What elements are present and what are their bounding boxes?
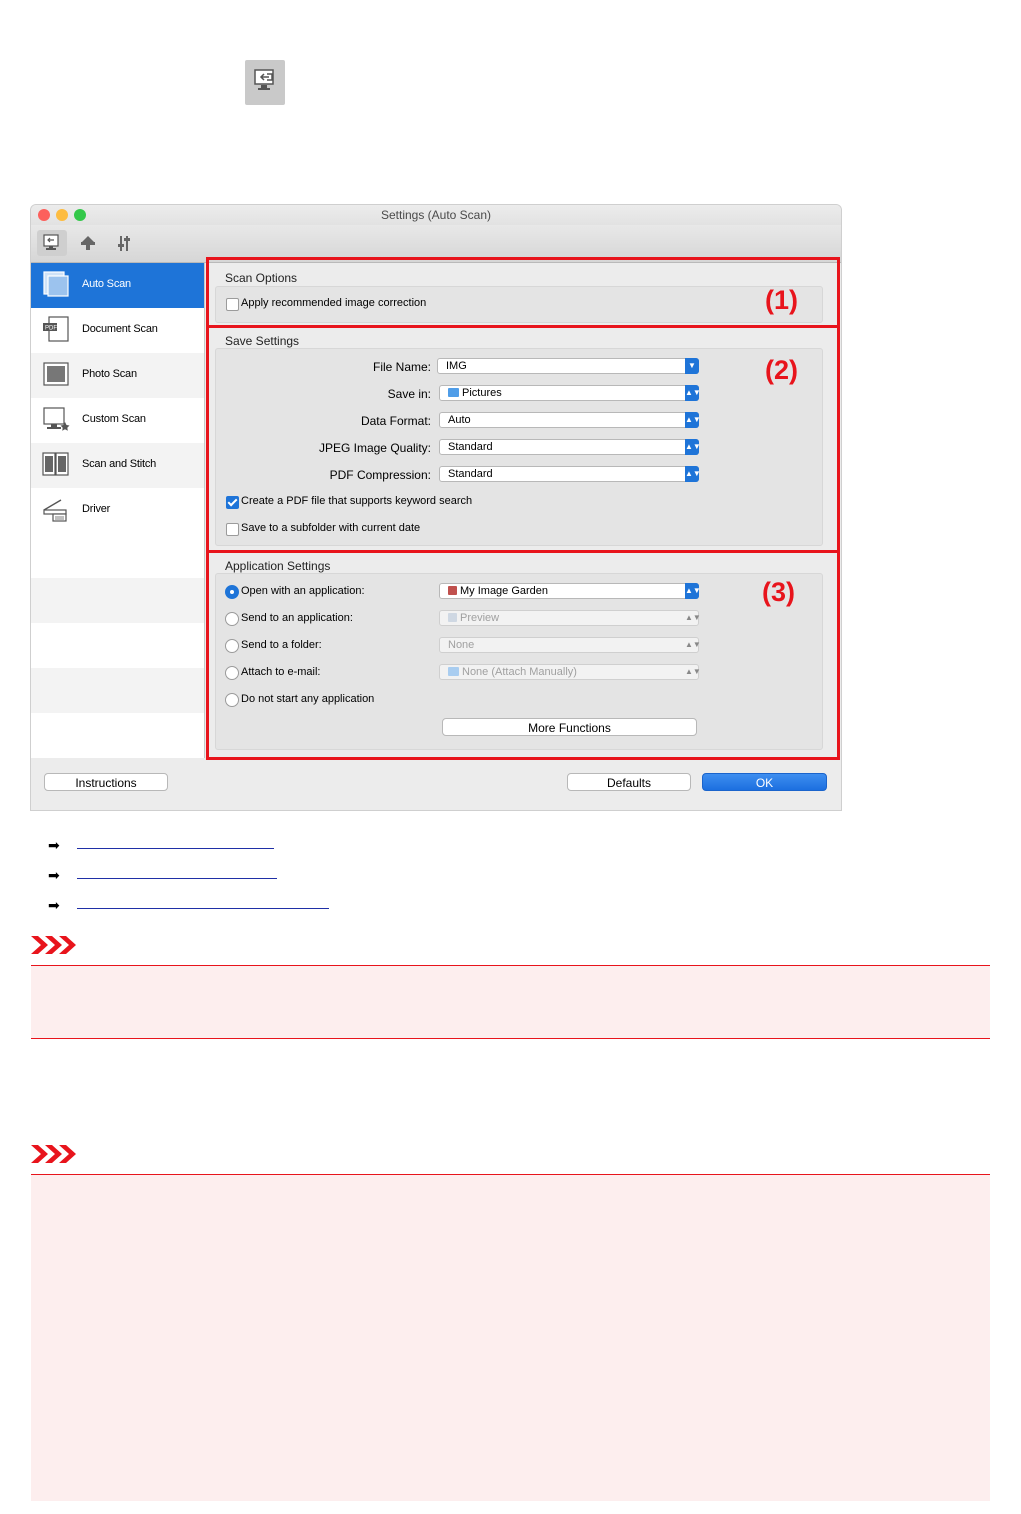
send-folder-value: None [448, 639, 475, 651]
save-in-label: Save in: [387, 387, 431, 401]
data-format-value: Auto [448, 414, 471, 426]
document-scan-icon [41, 314, 71, 344]
data-format-label: Data Format: [360, 414, 431, 428]
sidebar-item-scan-and-stitch[interactable] [31, 443, 204, 488]
scan-from-computer-icon [245, 60, 285, 105]
sidebar-item-driver[interactable] [31, 488, 204, 533]
svg-text:PDF: PDF [45, 325, 57, 332]
pdf-compression-value: Standard [448, 468, 493, 480]
attach-email-label: Attach to e-mail: [241, 666, 321, 678]
sidebar-item-label: Auto Scan [82, 278, 131, 290]
sidebar-item-label: Driver [82, 503, 111, 515]
jpeg-quality-label: JPEG Image Quality: [318, 441, 431, 455]
auto-scan-icon [41, 269, 71, 299]
sidebar-item-label: Custom Scan [82, 413, 146, 425]
application-settings-title: Application Settings [225, 559, 331, 573]
open-app-value: My Image Garden [460, 585, 549, 597]
updown-arrows-icon: ▲▼ [685, 583, 699, 599]
ok-button[interactable]: OK [702, 773, 827, 791]
marker-2: (2) [765, 355, 798, 385]
updown-arrows-icon: ▲▼ [685, 466, 699, 482]
driver-icon [41, 494, 71, 524]
window-title: Settings (Auto Scan) [380, 208, 492, 222]
marker-1: (1) [765, 285, 798, 315]
defaults-button[interactable]: Defaults [567, 773, 691, 791]
sidebar-item-label: Scan and Stitch [82, 458, 157, 470]
jpeg-quality-value: Standard [448, 441, 493, 453]
link-underline [77, 878, 277, 879]
subfolder-label: Save to a subfolder with current date [241, 522, 421, 534]
open-app-label: Open with an application: [241, 585, 365, 597]
title-bar [31, 205, 841, 225]
sidebar [31, 263, 205, 758]
highlight-box-1 [206, 257, 840, 328]
file-name-value: IMG [446, 360, 467, 372]
pdf-compression-label: PDF Compression: [329, 468, 431, 482]
link-item[interactable] [48, 868, 348, 882]
scan-and-stitch-icon [41, 449, 71, 479]
more-functions-button[interactable]: More Functions [442, 718, 697, 736]
important-box [31, 965, 990, 1039]
photo-scan-icon [41, 359, 71, 389]
scan-from-panel-icon [78, 233, 98, 253]
updown-arrows-icon: ▲▼ [685, 640, 701, 649]
file-name-label: File Name: [372, 360, 431, 374]
sidebar-empty-row [31, 578, 204, 623]
no-app-label: Do not start any application [241, 693, 375, 705]
send-app-label: Send to an application: [241, 612, 353, 624]
settings-window [31, 205, 841, 810]
sidebar-empty-row [31, 668, 204, 713]
sidebar-item-photo-scan[interactable] [31, 353, 204, 398]
scan-from-computer-tab[interactable] [37, 230, 67, 256]
send-app-value: Preview [460, 612, 500, 624]
attach-email-value: None (Attach Manually) [462, 666, 577, 678]
link-underline [77, 908, 329, 909]
arrow-right-icon: ➡ [48, 837, 60, 853]
updown-arrows-icon: ▲▼ [685, 667, 701, 676]
send-folder-label: Send to a folder: [241, 639, 322, 651]
arrow-right-icon: ➡ [48, 897, 60, 913]
save-in-value: Pictures [462, 387, 502, 399]
important-icon [31, 1145, 79, 1163]
general-settings-tab[interactable] [109, 230, 139, 256]
updown-arrows-icon: ▲▼ [685, 385, 699, 401]
sidebar-item-label: Photo Scan [82, 368, 137, 380]
instructions-button[interactable]: Instructions [44, 773, 168, 791]
custom-scan-icon [41, 404, 71, 434]
scan-from-computer-icon [42, 233, 62, 253]
sidebar-item-label: Document Scan [82, 323, 158, 335]
updown-arrows-icon: ▲▼ [685, 613, 701, 622]
link-item[interactable] [48, 838, 348, 852]
important-icon [31, 936, 79, 954]
marker-3: (3) [762, 577, 795, 607]
sidebar-item-auto-scan[interactable] [31, 263, 204, 308]
save-settings-title: Save Settings [225, 334, 300, 348]
highlight-box-3 [206, 550, 840, 760]
important-box [31, 1174, 990, 1501]
highlight-box-2 [206, 325, 840, 553]
keyword-search-label: Create a PDF file that supports keyword search [241, 495, 473, 507]
updown-arrows-icon: ▲▼ [685, 439, 699, 455]
scan-options-title: Scan Options [225, 271, 298, 285]
general-settings-icon [114, 233, 134, 253]
scan-from-panel-tab[interactable] [73, 230, 103, 256]
sidebar-item-document-scan[interactable] [31, 308, 204, 353]
sidebar-item-custom-scan[interactable] [31, 398, 204, 443]
chevron-down-icon: ▼ [685, 358, 699, 374]
apply-correction-label: Apply recommended image correction [241, 297, 427, 309]
updown-arrows-icon: ▲▼ [685, 412, 699, 428]
link-underline [77, 848, 274, 849]
arrow-right-icon: ➡ [48, 867, 60, 883]
link-item[interactable] [48, 898, 348, 912]
